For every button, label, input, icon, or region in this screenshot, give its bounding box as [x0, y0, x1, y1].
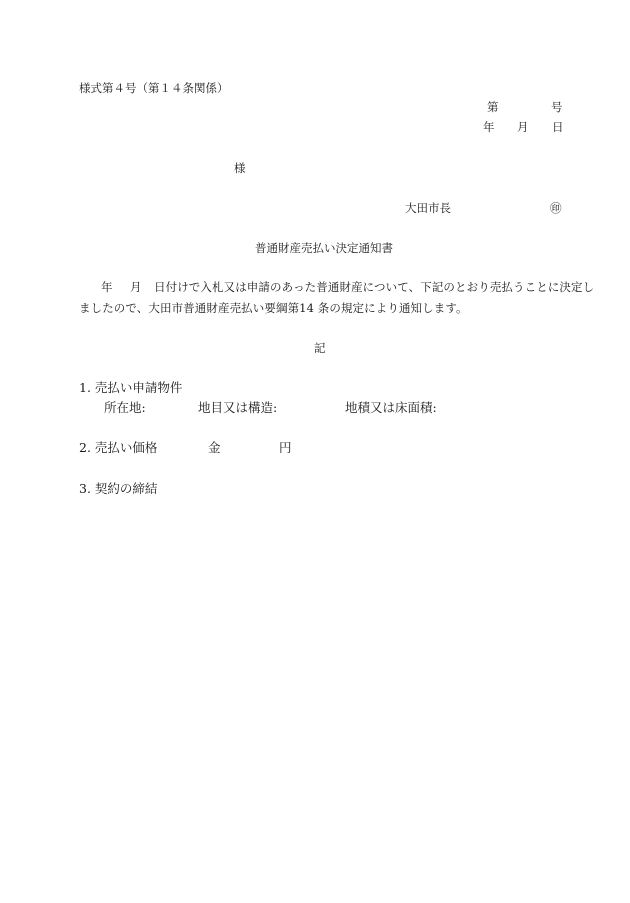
item1-category-label: 地目又は構造:: [198, 400, 278, 415]
document-title: 普通財産売払い決定通知書: [255, 241, 393, 255]
date-year: 年: [483, 120, 495, 134]
date-day: 日: [552, 120, 564, 134]
item3-heading: 3. 契約の締結: [79, 481, 158, 496]
addressee-honorific: 様: [234, 161, 246, 175]
item2-kin: 金: [208, 440, 221, 455]
form-number: 様式第４号（第１４条関係）: [79, 81, 229, 95]
body-line2-text: ましたので、大田市普通財産売払い要綱第14 条の規定により通知します。: [79, 301, 468, 315]
item1-area-label: 地積又は床面積:: [345, 400, 437, 415]
seal-mark: ㊞: [550, 201, 562, 215]
document-number-suffix: 号: [551, 100, 563, 114]
item1-location-label: 所在地:: [104, 400, 146, 415]
body-line1-text: 日付けで入札又は申請のあった普通財産について、下記のとおり売払うことに決定し: [154, 280, 595, 294]
ki-heading: 記: [314, 341, 326, 355]
document-number-prefix: 第: [487, 100, 499, 114]
item1-heading: 1. 売払い申請物件: [79, 380, 183, 395]
sender-name: 大田市長: [405, 201, 451, 215]
date-month: 月: [517, 120, 529, 134]
body-year: 年: [101, 280, 113, 294]
item2-yen: 円: [279, 440, 292, 455]
item2-heading: 2. 売払い価格: [79, 440, 158, 455]
body-month: 月: [130, 280, 142, 294]
